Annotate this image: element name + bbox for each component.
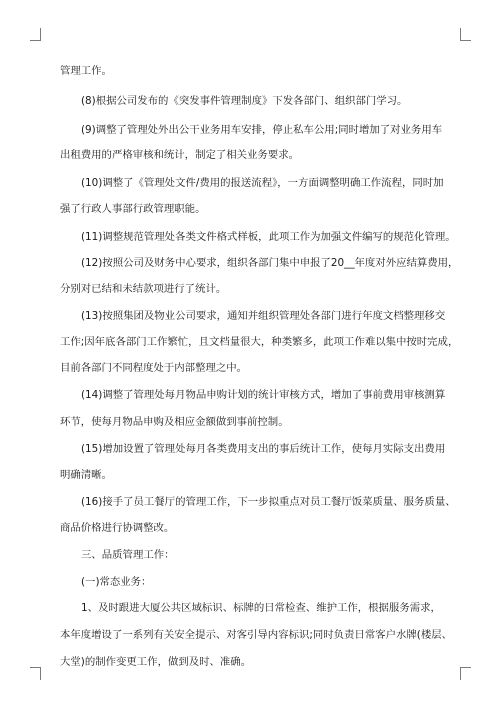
- text-line: 强了行政人事部行政管理职能。: [60, 203, 206, 215]
- text-line: 明确清晰。: [60, 469, 112, 481]
- crop-mark-top-left: [30, 28, 41, 41]
- text-line: (16)接手了员工餐厅的管理工作，下一步拟重点对员工餐厅饭菜质量、服务质量、: [81, 496, 456, 508]
- text-line: 分别对已结和未结款项进行了统计。: [60, 283, 227, 295]
- text-line: (15)增加设置了管理处每月各类费用支出的事后统计工作，使每月实际支出费用: [81, 443, 446, 455]
- text-line: 商品价格进行协调整改。: [60, 522, 175, 534]
- text-line: (13)按照集团及物业公司要求，通知并组织管理处各部门进行年度文档整理移交: [81, 310, 446, 322]
- text-line: (10)调整了《管理处文件/费用的报送流程》，一方面调整明确工作流程，同时加: [81, 177, 444, 189]
- text-line: 环节，使每月物品申购及相应金额做到事前控制。: [60, 416, 289, 428]
- crop-mark-bottom-left: [30, 667, 41, 680]
- text-line: (8)根据公司发布的《突发事件管理制度》下发各部门、组织部门学习。: [81, 95, 408, 107]
- text-line: (12)按照公司及财务中心要求，组织各部门集中申报了20__年度对外应结算费用，: [81, 257, 459, 269]
- subsection-heading: (一)常态业务：: [81, 576, 152, 588]
- text-line: 目前各部门不同程度处于内部整理之中。: [60, 362, 248, 374]
- text-line: 本年度增设了一系列有关安全提示、对客引导内容标识;同时负责日常客户水牌(楼层、: [60, 629, 453, 641]
- text-line: 管理工作。: [60, 65, 112, 77]
- text-line: (11)调整规范管理处各类文件格式样板，此项工作为加强文件编写的规范化管理。: [81, 231, 456, 243]
- text-line: 出租费用的严格审核和统计，制定了相关业务要求。: [60, 149, 299, 161]
- text-line: 1、及时跟进大厦公共区域标识、标牌的日常检查、维护工作，根据服务需求，: [81, 602, 441, 614]
- text-line: (9)调整了管理处外出公干业务用车安排，停止私车公用;同时增加了对业务用车: [81, 124, 443, 136]
- crop-mark-top-right: [460, 28, 471, 41]
- text-line: (14)调整了管理处每月物品申购计划的统计审核方式，增加了事前费用审核测算: [81, 389, 446, 401]
- section-heading: 三、品质管理工作：: [81, 549, 175, 561]
- text-line: 工作;因年底各部门工作繁忙，且文档量很大，种类繁多，此项工作难以集中按时完成，: [60, 336, 459, 348]
- text-line: 大堂)的制作变更工作，做到及时、准确。: [60, 656, 252, 668]
- crop-mark-bottom-right: [460, 667, 471, 680]
